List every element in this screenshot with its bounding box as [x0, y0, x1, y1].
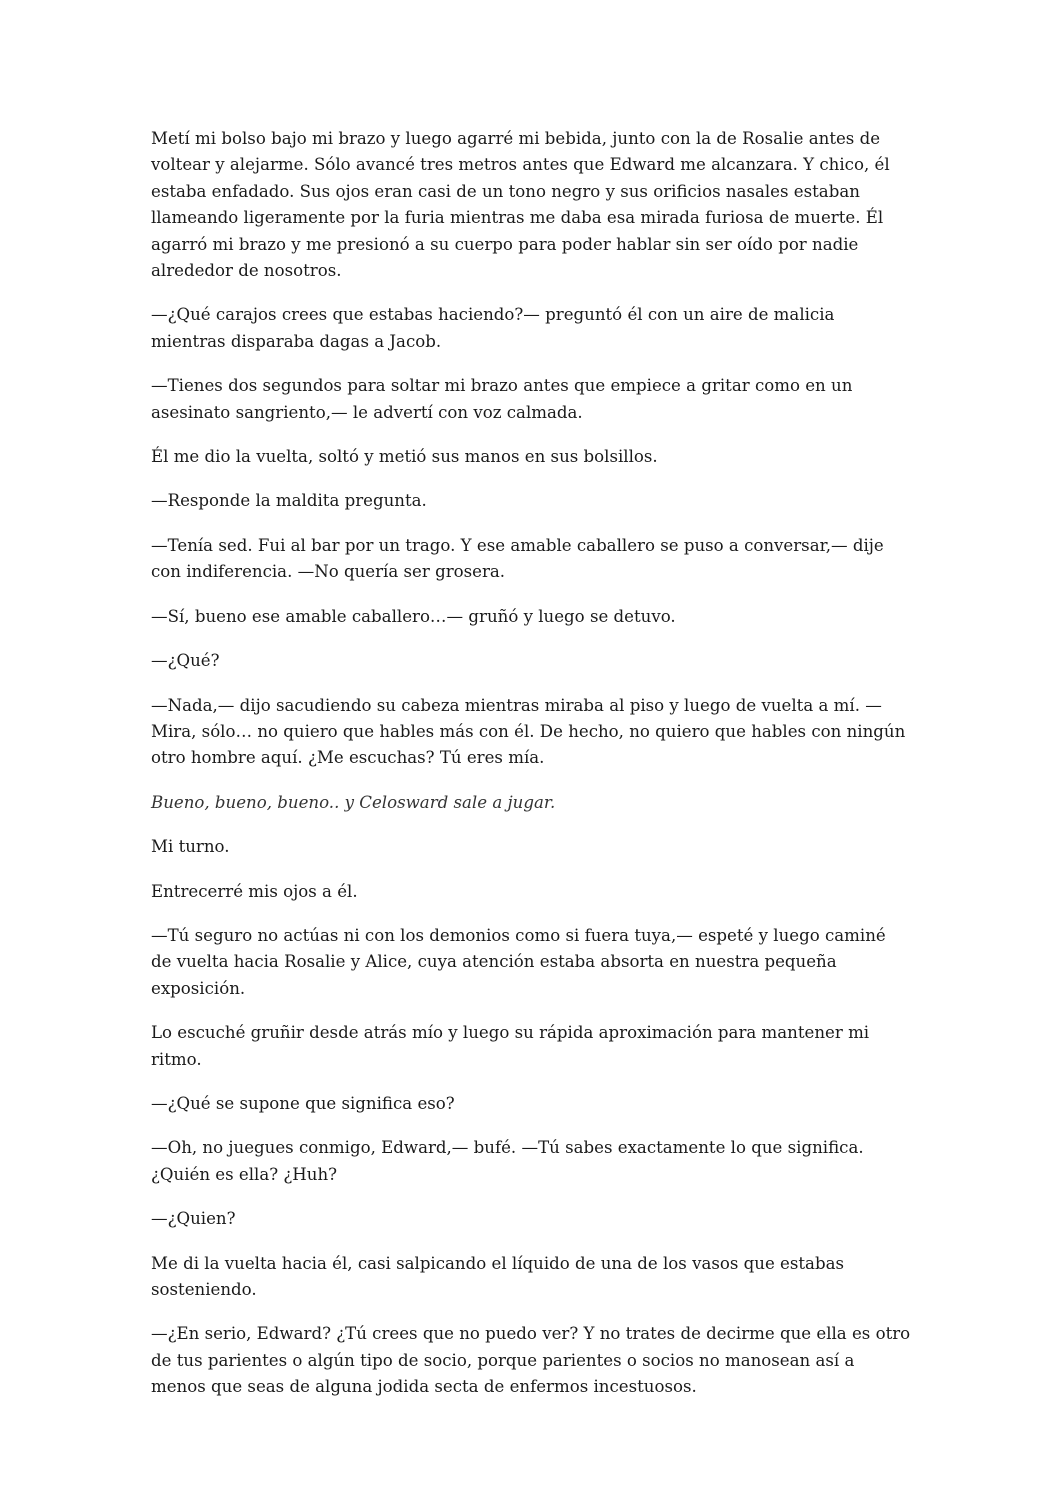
paragraph: —Nada,— dijo sacudiendo su cabeza mientras miraba al piso y luego de vuelta a mí. —Mira, sólo… no quiero que hables más con él. De hecho, no quiero que hables con ningún otro hombre aquí. ¿Me escuchas? Tú eres mía.	[151, 695, 906, 768]
body-text	[151, 126, 911, 1419]
italic-paragraph: Bueno, bueno, bueno.. y Celosward sale a jugar.	[151, 792, 556, 812]
paragraph: —Sí, bueno ese amable caballero…— gruñó y luego se detuvo.	[151, 606, 676, 626]
paragraph: Él me dio la vuelta, soltó y metió sus manos en sus bolsillos.	[151, 447, 658, 467]
paragraph: —Tienes dos segundos para soltar mi brazo antes que empiece a gritar como en un asesinato sangriento,— le advertí con voz calmada.	[151, 376, 853, 422]
paragraph: —¿Qué?	[151, 651, 220, 671]
paragraph: —¿Quien?	[151, 1209, 236, 1229]
paragraph: Entrecerré mis ojos a él.	[151, 881, 358, 901]
paragraph: —¿Qué carajos crees que estabas haciendo?— preguntó él con un aire de malicia mientras disparaba dagas a Jacob.	[151, 305, 835, 351]
paragraph: —¿En serio, Edward? ¿Tú crees que no puedo ver? Y no trates de decirme que ella es otro de tus parientes o algún tipo de socio, porque parientes o socios no manosean así a menos que seas de alguna jodida secta de enfermos incestuosos.	[151, 1324, 911, 1397]
paragraph: Metí mi bolso bajo mi brazo y luego agarré mi bebida, junto con la de Rosalie antes de voltear y alejarme. Sólo avancé tres metros antes que Edward me alcanzara. Y chico, él estaba enfadado. Sus ojos eran casi de un tono negro y sus orificios nasales estaban llameando ligeramente por la furia mientras me daba esa mirada furiosa de muerte. Él agarró mi brazo y me presionó a su cuerpo para poder hablar sin ser oído por nadie alrededor de nosotros.	[151, 129, 890, 281]
paragraph: Lo escuché gruñir desde atrás mío y luego su rápida aproximación para mantener mi ritmo.	[151, 1023, 870, 1069]
paragraph: Me di la vuelta hacia él, casi salpicando el líquido de una de los vasos que estabas sosteniendo.	[151, 1253, 844, 1299]
paragraph: —Tenía sed. Fui al bar por un trago. Y ese amable caballero se puso a conversar,— dije con indiferencia. —No quería ser grosera.	[151, 535, 884, 582]
paragraph: —Responde la maldita pregunta.	[151, 491, 427, 511]
paragraph: —¿Qué se supone que significa eso?	[151, 1093, 455, 1113]
paragraph: Mi turno.	[151, 837, 230, 857]
paragraph: —Oh, no juegues conmigo, Edward,— bufé. —Tú sabes exactamente lo que significa. ¿Quién es ella? ¿Huh?	[151, 1138, 864, 1184]
paragraph: —Tú seguro no actúas ni con los demonios como si fuera tuya,— espeté y luego caminé de vuelta hacia Rosalie y Alice, cuya atención estaba absorta en nuestra pequeña exposición.	[151, 925, 886, 998]
